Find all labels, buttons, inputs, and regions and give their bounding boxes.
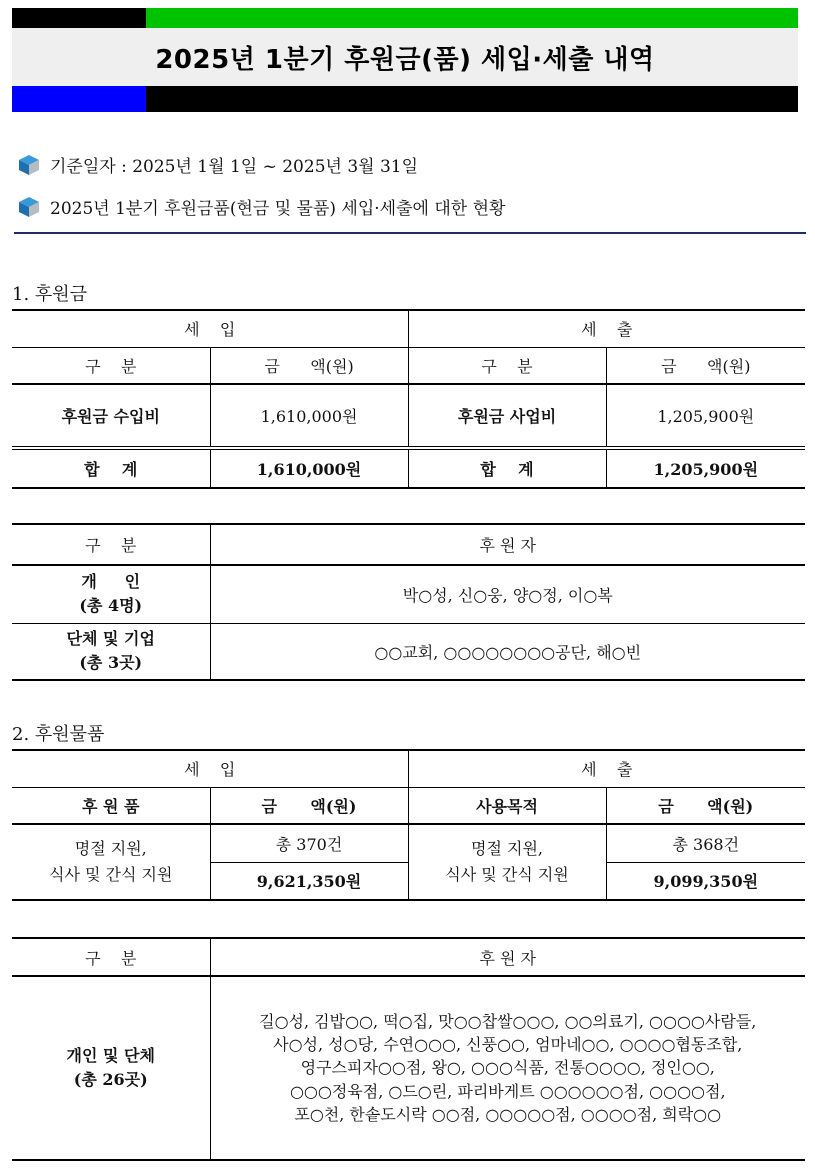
donor-list-line: 포○천, 한솥도시락 ○○점, ○○○○○점, ○○○○점, 희락○○ bbox=[294, 1104, 722, 1124]
page-title: 2025년 1분기 후원금(품) 세입·세출 내역 bbox=[12, 28, 798, 86]
donor-list-line: 사○성, 성○당, 수연○○○, 신풍○○, 엄마네○○, ○○○○협동조합, bbox=[273, 1035, 743, 1055]
donor-list-line: 영구스피자○○점, 왕○, ○○○식품, 전통○○○○, 정인○○, bbox=[300, 1058, 715, 1078]
table-row bbox=[12, 824, 805, 862]
income-total: 1,610,000원 bbox=[210, 448, 408, 488]
income-amount: 1,610,000원 bbox=[210, 384, 408, 448]
income-goods-line: 식사 및 간식 지원 bbox=[49, 865, 173, 884]
individual-category bbox=[12, 565, 210, 623]
banner-top-black-block bbox=[12, 8, 146, 28]
table-row bbox=[12, 938, 805, 976]
table-row bbox=[12, 384, 805, 448]
group-count: (총 3곳) bbox=[79, 653, 143, 673]
income-goods-line: 명절 지원, bbox=[74, 839, 147, 859]
expense-amount: 9,099,350원 bbox=[606, 862, 805, 900]
reference-date-line bbox=[18, 152, 418, 177]
banner-bottom-black-block bbox=[146, 86, 798, 112]
donor-list bbox=[210, 976, 805, 1160]
group-label: 단체 및 기업 bbox=[66, 629, 155, 649]
table-row bbox=[12, 448, 805, 488]
table-row bbox=[12, 347, 805, 384]
banner-top-bar bbox=[12, 8, 798, 28]
total-label: 합 계 bbox=[408, 448, 606, 488]
table-row bbox=[12, 623, 805, 680]
goods-donors-table bbox=[12, 937, 805, 1161]
column-header-amount: 금 액(원) bbox=[210, 787, 408, 824]
expense-purpose-line: 명절 지원, bbox=[471, 839, 544, 859]
table-row bbox=[12, 787, 805, 824]
column-header-donor: 후 원 자 bbox=[210, 938, 805, 976]
expense-purpose bbox=[408, 824, 606, 900]
expense-purpose-line: 식사 및 간식 지원 bbox=[445, 865, 569, 884]
cash-donors-table bbox=[12, 523, 805, 681]
individual-donors: 박○성, 신○웅, 양○정, 이○복 bbox=[210, 565, 805, 623]
column-header-donor: 후 원 자 bbox=[210, 524, 805, 565]
section-title-cash: 1. 후원금 bbox=[12, 284, 88, 305]
income-count: 총 370건 bbox=[210, 824, 408, 862]
goods-income-expense-table bbox=[12, 749, 805, 901]
column-header-category: 구 분 bbox=[12, 938, 210, 976]
expense-count: 총 368건 bbox=[606, 824, 805, 862]
individual-label: 개 인 bbox=[81, 572, 141, 592]
group-category bbox=[12, 623, 210, 680]
divider bbox=[14, 232, 806, 234]
individual-count: (총 4명) bbox=[79, 596, 143, 616]
table-row bbox=[12, 565, 805, 623]
expense-total: 1,205,900원 bbox=[606, 448, 805, 488]
column-header-category: 구 분 bbox=[12, 524, 210, 565]
banner-bottom-bar bbox=[12, 86, 798, 112]
banner-bottom-blue-block bbox=[12, 86, 146, 112]
total-label: 합 계 bbox=[12, 448, 210, 488]
column-header-amount: 금 액(원) bbox=[606, 787, 805, 824]
cash-income-expense-table bbox=[12, 309, 805, 489]
title-banner bbox=[12, 8, 798, 112]
table-row bbox=[12, 310, 805, 347]
income-amount: 9,621,350원 bbox=[210, 862, 408, 900]
cube-icon bbox=[18, 154, 40, 176]
column-header-purpose: 사용목적 bbox=[408, 787, 606, 824]
income-item: 후원금 수입비 bbox=[12, 384, 210, 448]
section-title-goods: 2. 후원물품 bbox=[12, 724, 105, 745]
column-header-category: 구 분 bbox=[408, 347, 606, 384]
donor-list-line: ○○○정육점, ○드○린, 파리바게트 ○○○○○○점, ○○○○점, bbox=[289, 1081, 726, 1101]
table-row bbox=[12, 524, 805, 565]
banner-top-green-block bbox=[146, 8, 798, 28]
column-header-goods: 후 원 품 bbox=[12, 787, 210, 824]
expense-item: 후원금 사업비 bbox=[408, 384, 606, 448]
column-header-category: 구 분 bbox=[12, 347, 210, 384]
donor-category-count: (총 26곳) bbox=[73, 1070, 148, 1089]
donor-list-line: 길○성, 김밥○○, 떡○집, 맛○○찹쌀○○○, ○○의료기, ○○○○사람들, bbox=[259, 1012, 757, 1032]
table-row bbox=[12, 750, 805, 787]
expense-header: 세 출 bbox=[408, 310, 805, 347]
summary-text: 2025년 1분기 후원금품(현금 및 물품) 세입·세출에 대한 현황 bbox=[50, 199, 506, 219]
expense-header: 세 출 bbox=[408, 750, 805, 787]
expense-amount: 1,205,900원 bbox=[606, 384, 805, 448]
income-header: 세 입 bbox=[12, 750, 408, 787]
column-header-amount: 금 액(원) bbox=[606, 347, 805, 384]
donor-category bbox=[12, 976, 210, 1160]
summary-line bbox=[18, 194, 505, 219]
reference-date-text: 기준일자 : 2025년 1월 1일 ~ 2025년 3월 31일 bbox=[50, 157, 419, 177]
column-header-amount: 금 액(원) bbox=[210, 347, 408, 384]
table-row bbox=[12, 976, 805, 1160]
cube-icon bbox=[18, 196, 40, 218]
group-donors: ○○교회, ○○○○○○○○공단, 해○빈 bbox=[210, 623, 805, 680]
income-goods bbox=[12, 824, 210, 900]
donor-category-label: 개인 및 단체 bbox=[66, 1046, 155, 1065]
income-header: 세 입 bbox=[12, 310, 408, 347]
